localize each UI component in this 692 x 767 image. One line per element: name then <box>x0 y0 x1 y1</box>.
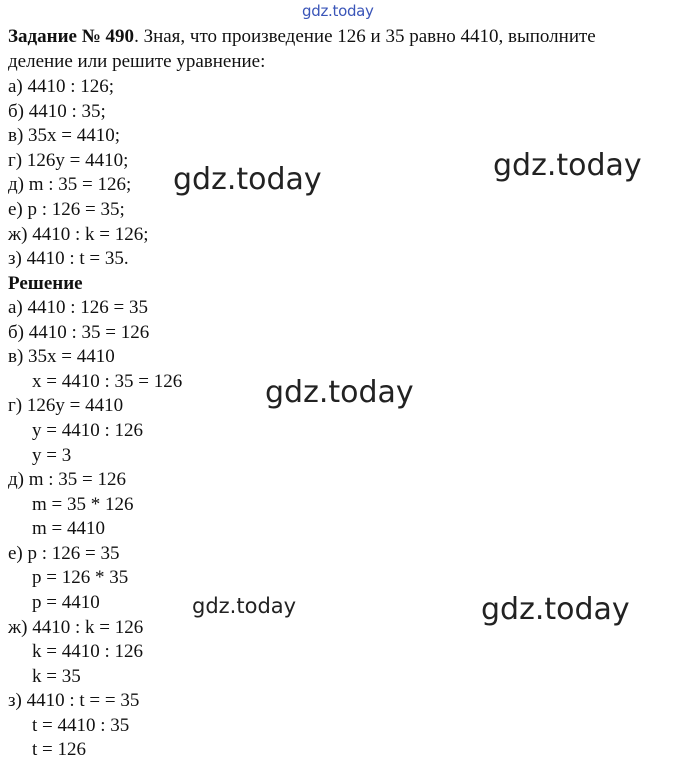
solution-line: ж) 4410 : k = 126 <box>8 617 144 638</box>
task-text-line2: деление или решите уравнение: <box>8 51 266 72</box>
solution-heading: Решение <box>8 273 83 294</box>
solution-line: k = 35 <box>32 666 81 687</box>
watermark: gdz.today <box>481 592 630 627</box>
solution-line: m = 35 * 126 <box>32 494 134 515</box>
task-item: е) p : 126 = 35; <box>8 199 125 220</box>
watermark: gdz.today <box>493 148 642 183</box>
task-item: а) 4410 : 126; <box>8 76 115 97</box>
watermark-top: gdz.today <box>302 2 374 20</box>
solution-line: б) 4410 : 35 = 126 <box>8 322 150 343</box>
task-text: . Зная, что произведение 126 и 35 равно 4410, выполните <box>134 26 596 47</box>
solution-line: а) 4410 : 126 = 35 <box>8 297 149 318</box>
solution-line: y = 4410 : 126 <box>32 420 143 441</box>
solution-line: е) p : 126 = 35 <box>8 543 120 564</box>
task-item: г) 126y = 4410; <box>8 150 129 171</box>
watermark: gdz.today <box>265 375 414 410</box>
watermark: gdz.today <box>173 162 322 197</box>
solution-line: p = 126 * 35 <box>32 567 129 588</box>
solution-line: з) 4410 : t = = 35 <box>8 690 140 711</box>
solution-line: t = 126 <box>32 739 86 760</box>
task-item: д) m : 35 = 126; <box>8 174 132 195</box>
solution-line: д) m : 35 = 126 <box>8 469 127 490</box>
task-item: в) 35x = 4410; <box>8 125 121 146</box>
task-item: ж) 4410 : k = 126; <box>8 224 149 245</box>
solution-line: m = 4410 <box>32 518 105 539</box>
solution-line: k = 4410 : 126 <box>32 641 143 662</box>
solution-line: г) 126y = 4410 <box>8 395 124 416</box>
watermark: gdz.today <box>192 594 297 618</box>
solution-line: t = 4410 : 35 <box>32 715 130 736</box>
task-number: Задание № 490 <box>8 26 135 47</box>
solution-line: p = 4410 <box>32 592 100 613</box>
solution-line: x = 4410 : 35 = 126 <box>32 371 183 392</box>
task-item: з) 4410 : t = 35. <box>8 248 129 269</box>
solution-line: y = 3 <box>32 445 72 466</box>
task-item: б) 4410 : 35; <box>8 101 106 122</box>
task-title <box>8 26 596 48</box>
solution-line: в) 35x = 4410 <box>8 346 115 367</box>
